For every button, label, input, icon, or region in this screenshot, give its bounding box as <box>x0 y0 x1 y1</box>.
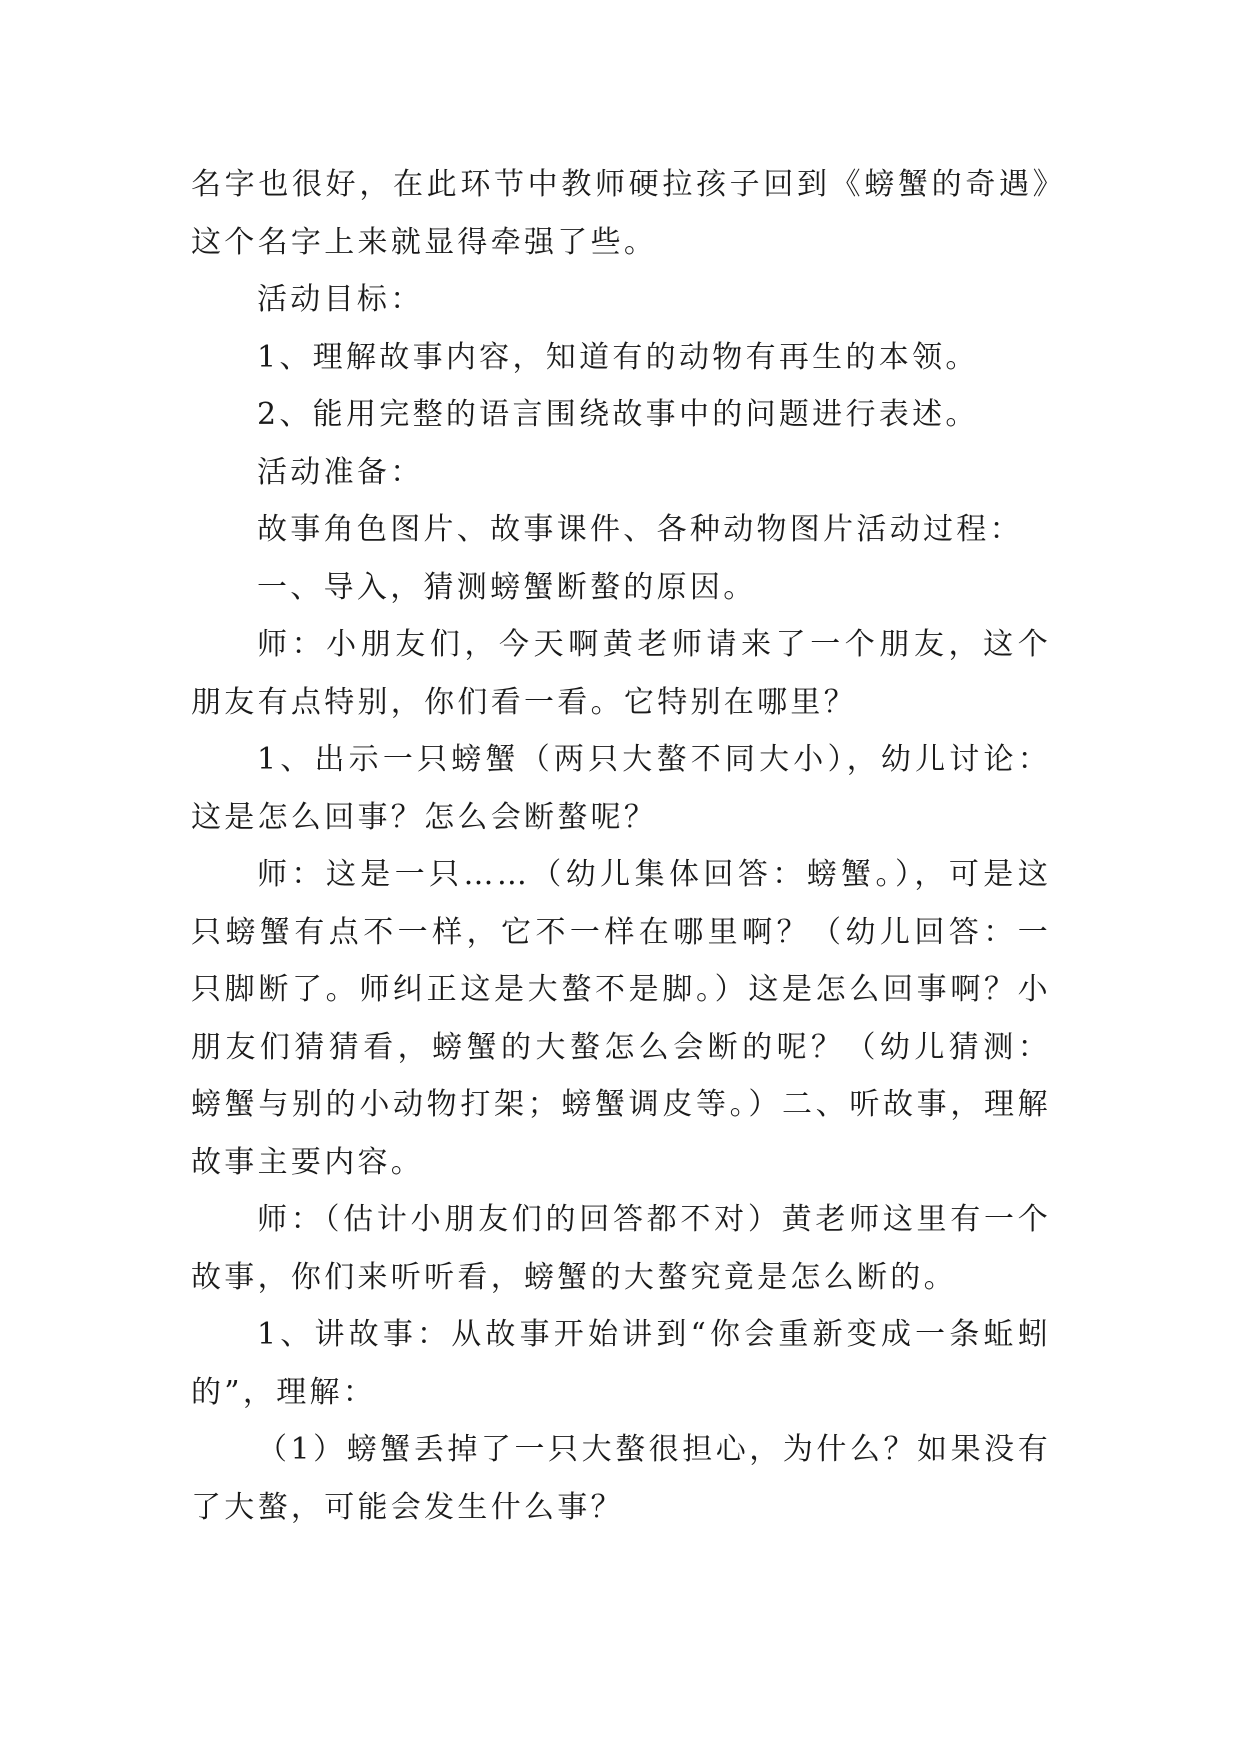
heading-activity-preparation: 活动准备： <box>257 454 424 490</box>
question-item-1: （1）螃蟹丢掉了一只大螯很担心，为什么？如果没有了大螯，可能会发生什么事？ <box>191 1432 1051 1525</box>
heading-activity-goals: 活动目标： <box>257 282 424 317</box>
paragraph-continuation: 名字也很好，在此环节中教师硬拉孩子回到《螃蟹的奇遇》这个名字上来就显得牵强了些。 <box>191 167 1051 260</box>
step-item-1: 1、出示一只螃蟹（两只大螯不同大小），幼儿讨论：这是怎么回事？怎么会断螯呢？ <box>191 742 1051 835</box>
teacher-dialogue-paragraph: 师：小朋友们，今天啊黄老师请来了一个朋友，这个朋友有点特别，你们看一看。它特别在哪里？ <box>191 627 1051 720</box>
document-body <box>191 156 1051 1536</box>
teacher-dialogue-paragraph: 师：这是一只……（幼儿集体回答：螃蟹。），可是这只螃蟹有点不一样，它不一样在哪里啊？（幼儿回答：一只脚断了。师纠正这是大螯不是脚。）这是怎么回事啊？小朋友们猜猜看，螃蟹的大螯怎么会断的呢？（幼儿猜测：螃蟹与别的小动物打架；螃蟹调皮等。）二、听故事，理解故事主要内容。 <box>191 857 1051 1180</box>
teacher-dialogue-paragraph: 师：（估计小朋友们的回答都不对）黄老师这里有一个故事，你们来听听看，螃蟹的大螯究竟是怎么断的。 <box>191 1202 1051 1295</box>
goal-item-2: 2、能用完整的语言围绕故事中的问题进行表述。 <box>257 397 979 432</box>
section-intro-heading: 一、导入，猜测螃蟹断螯的原因。 <box>257 569 757 605</box>
goal-item-1: 1、理解故事内容，知道有的动物有再生的本领。 <box>257 339 979 375</box>
story-step-item-1: 1、讲故事：从故事开始讲到“你会重新变成一条蚯蚓的”，理解： <box>191 1317 1051 1410</box>
preparation-materials: 故事角色图片、故事课件、各种动物图片活动过程： <box>257 512 1023 547</box>
